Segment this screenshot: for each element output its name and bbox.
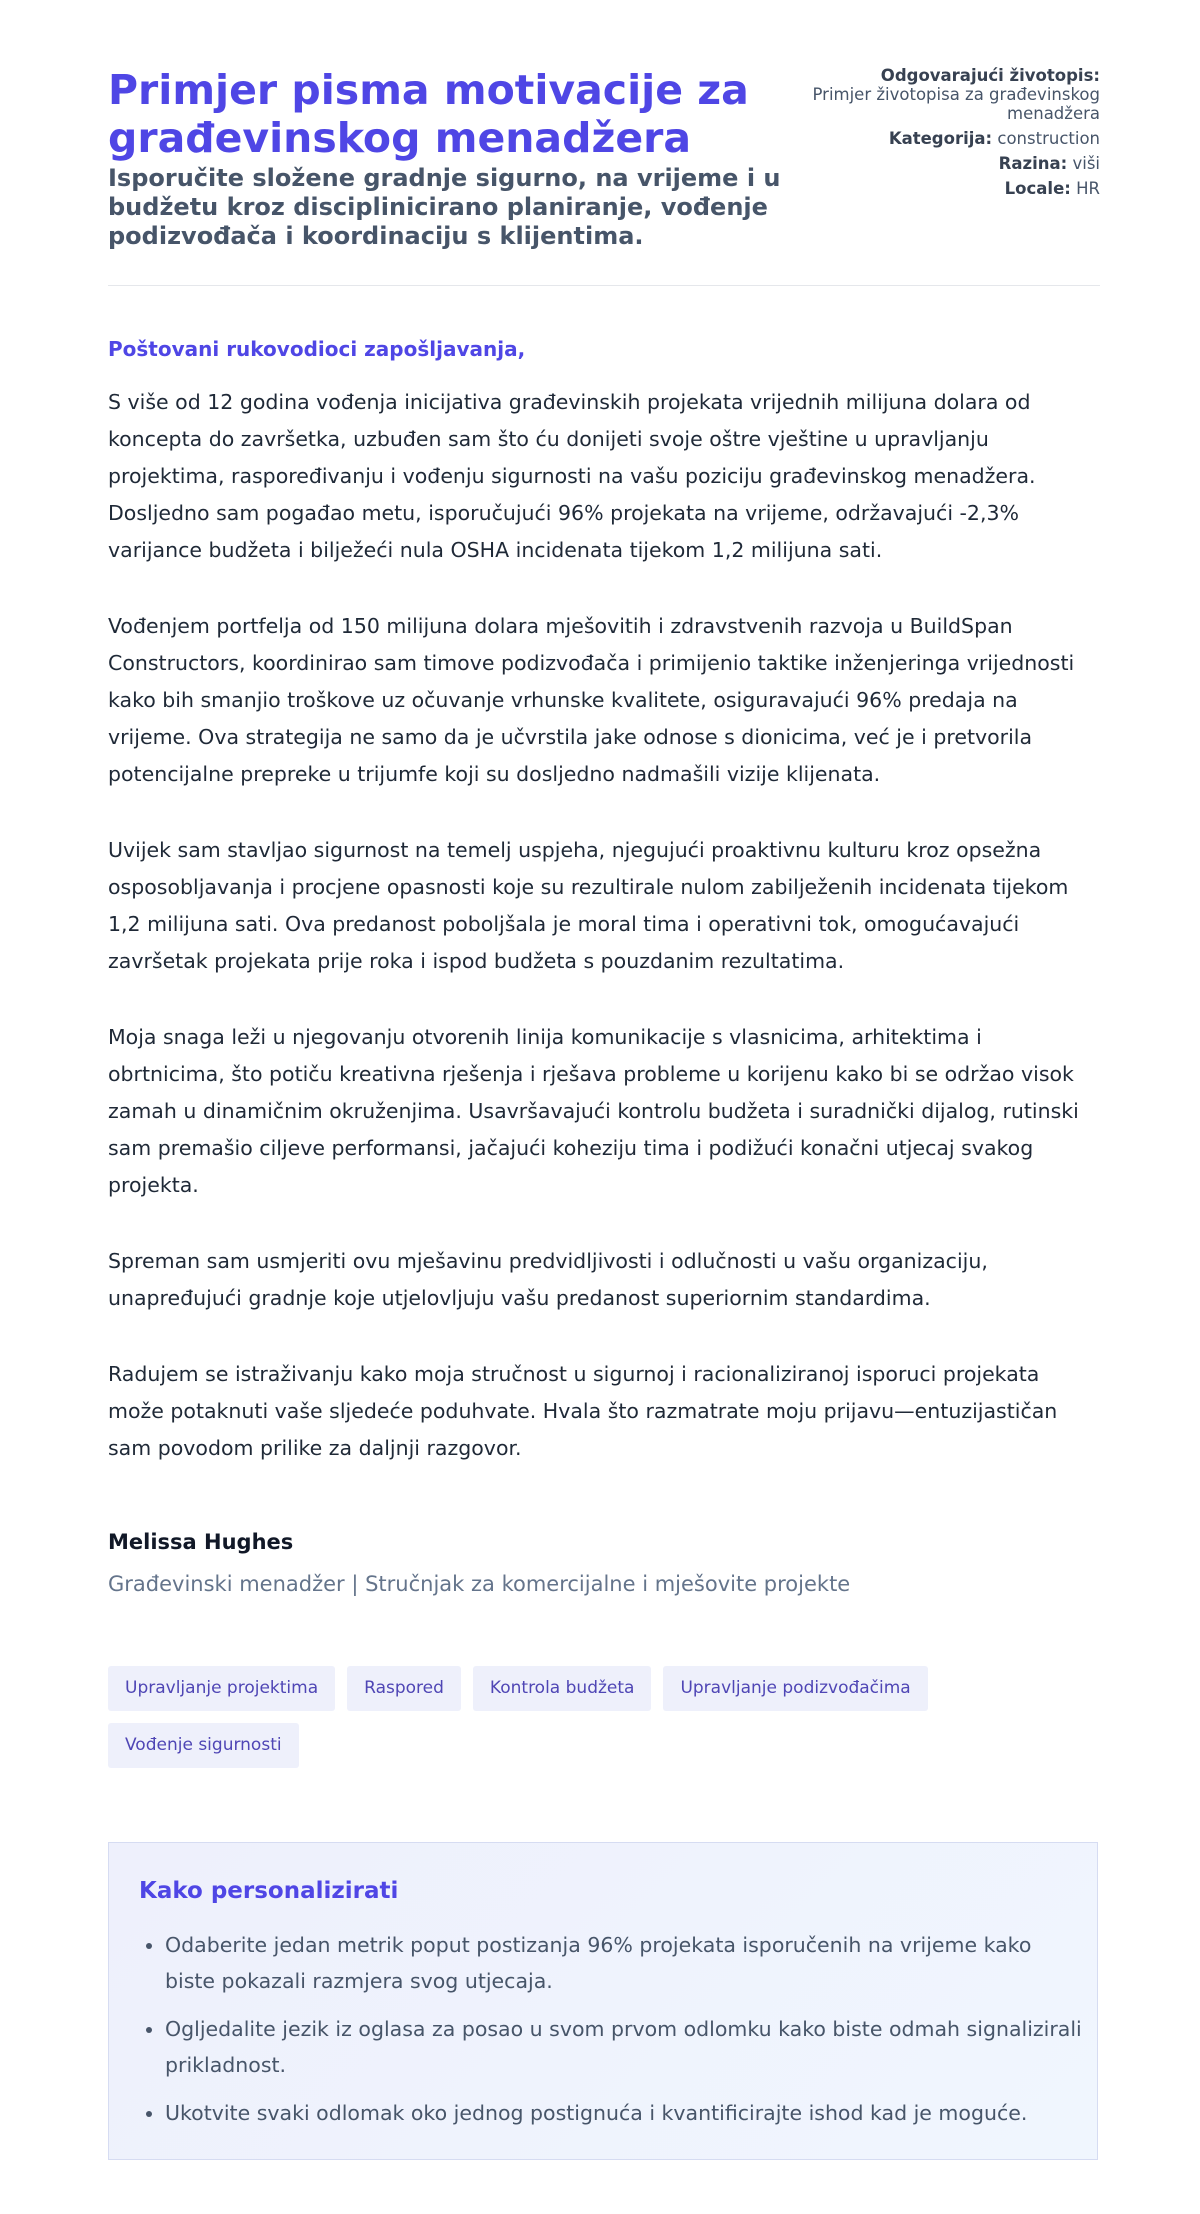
letter-paragraph: S više od 12 godina vođenja inicijativa građevinskih projekata vrijednih milijuna dolara od koncepta do završetka, uzbuđen sam što ću donijeti svoje oštre vještine u upravljanju projektima, raspoređivanju i vođenju sigurnosti na vašu poziciju građevinskog menadžera. Dosljedno sam pogađao metu, isporučujući 96% projekata na vrijeme, održavajući -2,3% varijance budžeta i bilježeći nula OSHA incidenata tijekom 1,2 milijuna sati.: [108, 390, 1036, 562]
meta-category: [800, 129, 1100, 148]
meta-locale-value: HR: [1076, 179, 1100, 198]
meta-locale-label: Locale:: [1004, 179, 1071, 198]
signature-name: Melissa Hughes: [108, 1530, 294, 1554]
meta-category-label: Kategorija:: [888, 129, 993, 148]
skill-tag[interactable]: Vođenje sigurnosti: [108, 1723, 299, 1768]
header-divider: [108, 285, 1100, 286]
meta-level: [800, 154, 1100, 173]
letter-paragraph: Vođenjem portfelja od 150 milijuna dolara mješovitih i zdravstvenih razvoja u BuildSpan Constructors, koordinirao sam timove podizvođača i primijenio taktike inženjeringa vrijednosti kako bih smanjio troškove uz očuvanje vrhunske kvalitete, osiguravajući 96% predaja na vrijeme. Ova strategija ne samo da je učvrstila jake odnose s dionicima, već je i pretvorila potencijalne prepreke u trijumfe koji su dosljedno nadmašili vizije klijenata.: [108, 614, 1075, 786]
letter-paragraph: Moja snaga leži u njegovanju otvorenih linija komunikacije s vlasnicima, arhitektima i obrtnicima, što potiču kreativna rješenja i rješava probleme u korijenu kako bi se održao visok zamah u dinamičnim okruženjima. Usavršavajući kontrolu budžeta i suradnički dijalog, rutinski sam premašio ciljeve performansi, jačajući koheziju tima i podižući konačni utjecaj svakog projekta.: [108, 1025, 1079, 1197]
meta-panel: [800, 66, 1100, 204]
letter-paragraph: Radujem se istraživanju kako moja stručnost u sigurnoj i racionaliziranoj isporuci projekata može potaknuti vaše sljedeće poduhvate. Hvala što razmatrate moju prijavu—entuzijastičan sam povodom prilike za daljnji razgovor.: [108, 1362, 1058, 1460]
page-title: Primjer pisma motivacije za građevinskog menadžera: [108, 66, 749, 162]
tips-list: [139, 1927, 1085, 2143]
skill-tag[interactable]: Upravljanje projektima: [108, 1666, 335, 1711]
meta-resume-link[interactable]: Primjer životopisa za građevinskog menadžera: [812, 85, 1100, 123]
tips-item: • Ukotvite svaki odlomak oko jednog postignuća i kvantificirajte ishod kad je moguće.: [165, 2095, 1085, 2131]
meta-locale: [800, 179, 1100, 198]
letter-greeting: Poštovani rukovodioci zapošljavanja,: [108, 337, 526, 361]
letter-body: [108, 336, 1100, 1506]
page-header: [108, 66, 1100, 251]
skill-tags: [108, 1666, 1100, 1768]
meta-category-value: construction: [997, 129, 1100, 148]
meta-resume: [800, 66, 1100, 123]
skill-tag[interactable]: Raspored: [347, 1666, 461, 1711]
meta-level-value: viši: [1072, 154, 1100, 173]
letter-paragraph: Uvijek sam stavljao sigurnost na temelj uspjeha, njegujući proaktivnu kulturu kroz opsežna osposobljavanja i procjene opasnosti koje su rezultirale nulom zabilježenih incidenata tijekom 1,2 milijuna sati. Ova predanost poboljšala je moral tima i operativni tok, omogućavajući završetak projekata prije roka i ispod budžeta s pouzdanim rezultatima.: [108, 838, 1069, 973]
meta-level-label: Razina:: [998, 154, 1068, 173]
tips-title: Kako personalizirati: [139, 1878, 399, 1904]
signature-title: Građevinski menadžer | Stručnjak za komercijalne i mješovite projekte: [108, 1572, 851, 1596]
skill-tag[interactable]: Upravljanje podizvođačima: [663, 1666, 927, 1711]
skill-tag[interactable]: Kontrola budžeta: [473, 1666, 652, 1711]
meta-resume-label: Odgovarajući životopis:: [880, 66, 1100, 85]
signature-block: [108, 1527, 1100, 1599]
letter-paragraph: Spreman sam usmjeriti ovu mješavinu predvidljivosti i odlučnosti u vašu organizaciju, unapređujući gradnje koje utjelovljuju vašu predanost superiornim standardima.: [108, 1249, 988, 1310]
tips-item: • Odaberite jedan metrik poput postizanja 96% projekata isporučenih na vrijeme kako biste pokazali razmjera svog utjecaja.: [165, 1927, 1085, 1999]
personalize-tips-box: [108, 1842, 1098, 2160]
tips-item: • Ogljedalite jezik iz oglasa za posao u svom prvom odlomku kako biste odmah signalizirali prikladnost.: [165, 2011, 1085, 2083]
page-subtitle: Isporučite složene gradnje sigurno, na vrijeme i u budžetu kroz disciplinicirano planiranje, vođenje podizvođača i koordinaciju s klijentima.: [108, 164, 781, 250]
